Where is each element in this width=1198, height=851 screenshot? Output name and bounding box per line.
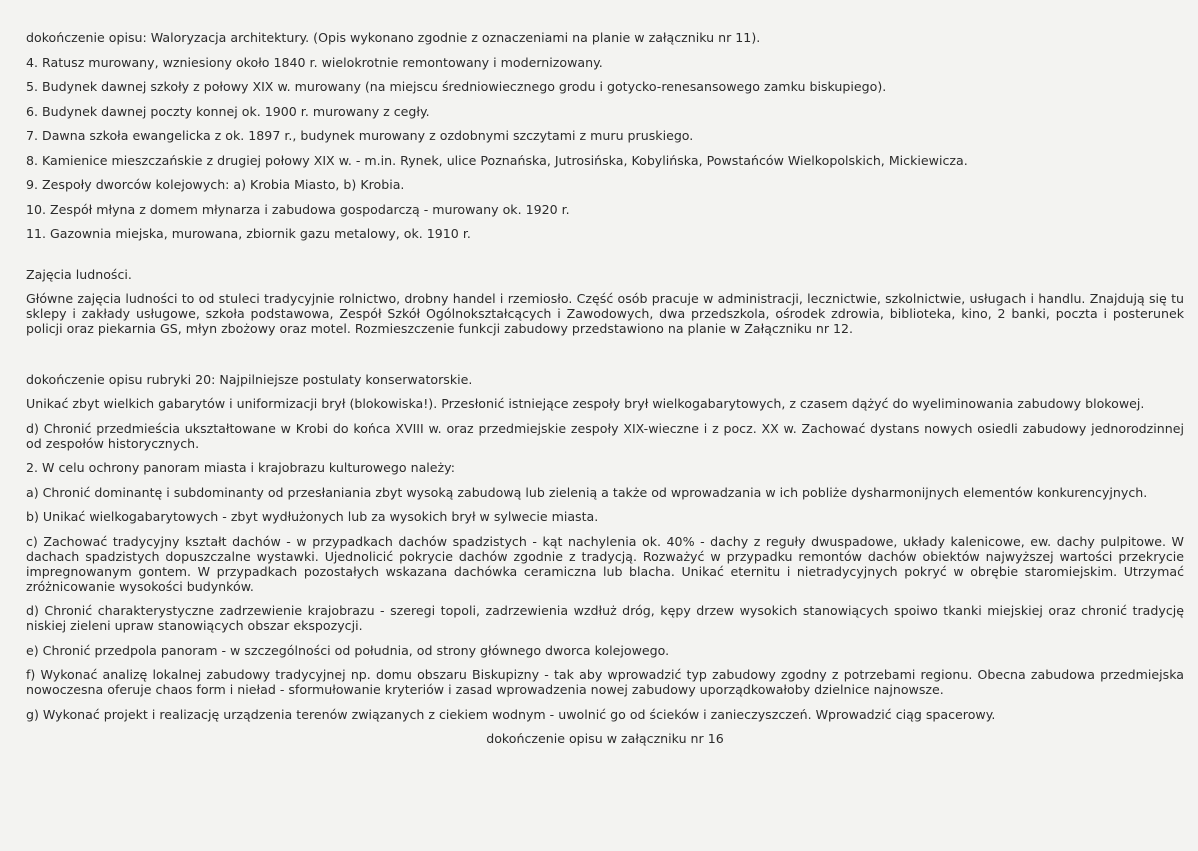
paragraph: g) Wykonać projekt i realizację urządzenia terenów związanych z ciekiem wodnym - uwolnić go od ścieków i zanieczyszczeń. Wprowadzić ciąg spacerowy.: [26, 706, 996, 722]
paragraph: e) Chronić przedpola panoram - w szczególności od południa, od strony głównego dworca kolejowego.: [26, 642, 670, 658]
list-item: 6. Budynek dawnej poczty konnej ok. 1900 r. murowany z cegły.: [26, 103, 430, 119]
paragraph: f) Wykonać analizę lokalnej zabudowy tradycyjnej np. domu obszaru Biskupizny - tak aby wprowadzić typ zabudowy zgodny z potrzebami regionu. Obecna zabudowa przedmiejska nowoczesna oferuje chaos form i nieład - sformułowanie kryteriów i zasad wprowadzenia nowej zabudowy uporządkowałoby dzielnice najnowsze.: [26, 667, 1184, 697]
section-heading-conservation: dokończenie opisu rubryki 20: Najpilniejsze postulaty konserwatorskie.: [26, 371, 473, 387]
list-item: 5. Budynek dawnej szkoły z połowy XIX w. murowany (na miejscu średniowiecznego grodu i gotycko-renesansowego zamku biskupiego).: [26, 79, 887, 94]
footer-note: dokończenie opisu w załączniku nr 16: [486, 731, 724, 746]
paragraph-occupations: Główne zajęcia ludności to od stuleci tradycyjnie rolnictwo, drobny handel i rzemiosło. Część osób pracuje w administracji, lecznictwie, szkolnictwie, usługach i handlu. Znajdują się tu sklepy i zakłady usługowe, szkoła podstawowa, Zespół Szkół Ogólnokształcących i Zawodowych, dwa przedszkola, ośrodek zdrowia, biblioteka, kino, 2 banki, poczta i posterunek policji oraz piekarnia GS, młyn zbożowy oraz motel. Rozmieszczenie funkcji zabudowy przedstawiono na planie w Załączniku nr 12.: [26, 291, 1184, 336]
paragraph: b) Unikać wielkogabarytowych - zbyt wydłużonych lub za wysokich brył w sylwecie miasta.: [26, 509, 599, 524]
list-item: 11. Gazownia miejska, murowana, zbiornik gazu metalowy, ok. 1910 r.: [26, 226, 471, 241]
paragraph: d) Chronić przedmieścia ukształtowane w Krobi do końca XVIII w. oraz przedmiejskie zespoły XIX-wieczne i z pocz. XX w. Zachować dystans nowych osiedli zabudowy jednorodzinnej od zespołów historycznych.: [26, 420, 1184, 451]
list-item: 8. Kamienice mieszczańskie z drugiej połowy XIX w. - m.in. Rynek, ulice Poznańska, Jutrosińska, Kobylińska, Powstańców Wielkopolskich, Mickiewicza.: [26, 152, 968, 168]
paragraph: 2. W celu ochrony panoram miasta i krajobrazu kulturowego należy:: [26, 460, 455, 475]
section-heading-occupations: Zajęcia ludności.: [26, 266, 132, 282]
section-heading-architecture: dokończenie opisu: Waloryzacja architektury. (Opis wykonano zgodnie z oznaczeniami na planie w załączniku nr 11).: [26, 30, 761, 45]
list-item: 4. Ratusz murowany, wzniesiony około 1840 r. wielokrotnie remontowany i modernizowany.: [26, 54, 603, 70]
paragraph: c) Zachować tradycyjny kształt dachów - w przypadkach dachów spadzistych - kąt nachylenia ok. 40% - dachy z reguły dwuspadowe, układy kalenicowe, ew. dachy pulpitowe. W dachach spadzistych dopuszczalne wystawki. Ujednolicić pokrycie dachów zgodnie z tradycją. Rozważyć w przypadku remontów dachów obiektów najwyższej wartości przekrycie impregnowanym gontem. W przypadkach pozostałych wskazana dachówka ceramiczna lub blacha. Unikać eternitu i nietradycyjnych pokryć w obrębie staromiejskim. Utrzymać zróżnicowanie wysokości budynków.: [26, 533, 1184, 594]
list-item: 10. Zespół młyna z domem młynarza i zabudowa gospodarczą - murowany ok. 1920 r.: [26, 201, 570, 217]
paragraph: a) Chronić dominantę i subdominanty od przesłaniania zbyt wysoką zabudową lub zielenią a także od wprowadzania w ich pobliże dysharmonijnych elementów konkurencyjnych.: [26, 484, 1148, 500]
list-item: 9. Zespoły dworców kolejowych: a) Krobia Miasto, b) Krobia.: [26, 177, 405, 192]
paragraph: Unikać zbyt wielkich gabarytów i uniformizacji brył (blokowiska!). Przesłonić istniejące zespoły brył wielkogabarytowych, z czasem dążyć do wyeliminowania zabudowy blokowej.: [26, 396, 1145, 411]
paragraph: d) Chronić charakterystyczne zadrzewienie krajobrazu - szeregi topoli, zadrzewienia wzdłuż dróg, kępy drzew wysokich stanowiących spoiwo tkanki miejskiej oraz chronić tradycję niskiej zieleni upraw stanowiących obszar ekspozycji.: [26, 603, 1184, 633]
list-item: 7. Dawna szkoła ewangelicka z ok. 1897 r., budynek murowany z ozdobnymi szczytami z muru pruskiego.: [26, 128, 694, 143]
